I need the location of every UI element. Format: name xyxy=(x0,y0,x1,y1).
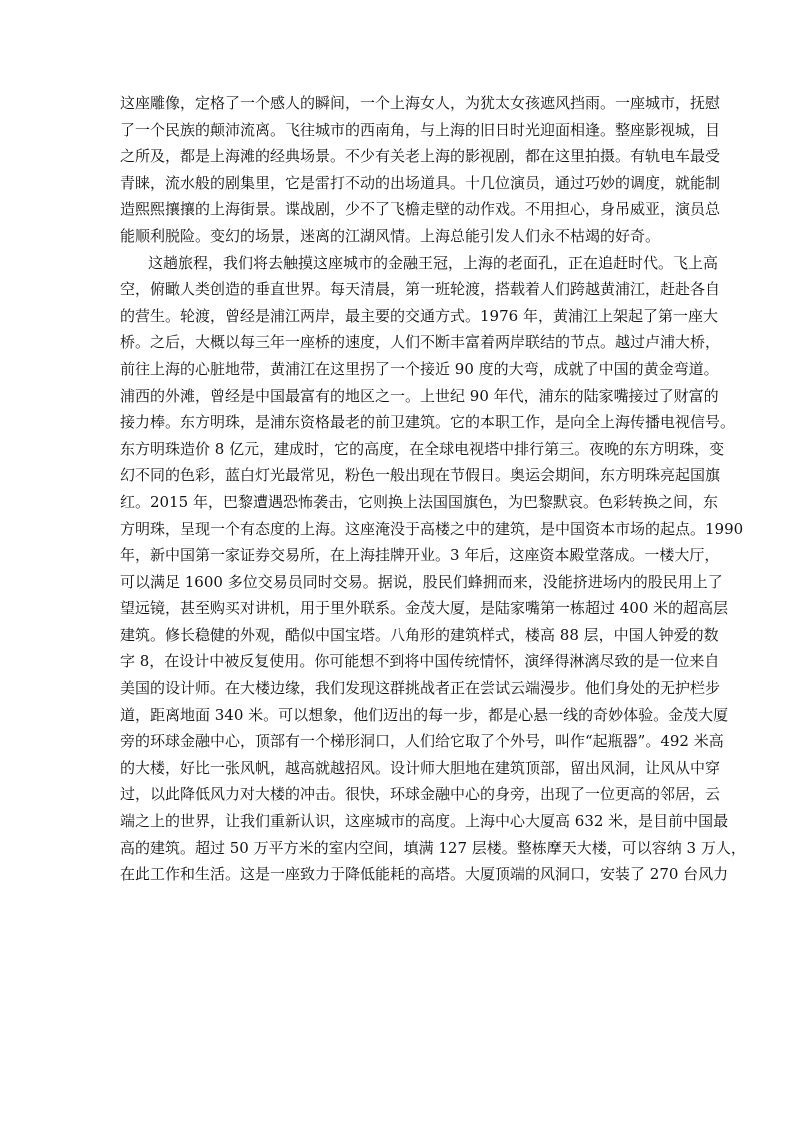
text-line: 幻不同的色彩，蓝白灯光最常见，粉色一般出现在节假日。奥运会期间，东方明珠亮起国旗 xyxy=(120,466,721,485)
body-text xyxy=(120,90,746,888)
text-line: 美国的设计师。在大楼边缘，我们发现这群挑战者正在尝试云端漫步。他们身处的无护栏步 xyxy=(120,679,721,698)
text-line: 的营生。轮渡，曾经是浦江两岸，最主要的交通方式。1976 年，黄浦江上架起了第一座大 xyxy=(120,306,718,325)
text-line: 过，以此降低风力对大楼的冲击。很快，环球金融中心的身旁，出现了一位更高的邻居，云 xyxy=(120,785,721,804)
text-line: 空，俯瞰人类创造的垂直世界。每天清晨，第一班轮渡，搭载着人们跨越黄浦江，赶赴各自 xyxy=(120,280,721,299)
text-line: 东方明珠造价 8 亿元，建成时，它的高度，在全球电视塔中排行第三。夜晚的东方明珠，变 xyxy=(120,439,725,458)
text-line: 之所及，都是上海滩的经典场景。不少有关老上海的影视剧，都在这里拍摄。有轨电车最受 xyxy=(120,147,721,166)
text-line: 望远镜，甚至购买对讲机，用于里外联系。金茂大厦，是陆家嘴第一栋超过 400 米的超高层 xyxy=(120,599,729,618)
text-line: 端之上的世界，让我们重新认识，这座城市的高度。上海中心大厦高 632 米，是目前中国最 xyxy=(120,812,729,831)
text-line: 道，距离地面 340 米。可以想象，他们迈出的每一步，都是心悬一线的奇妙体验。金茂大厦 xyxy=(120,705,729,724)
text-line: 可以满足 1600 多位交易员同时交易。据说，股民们蜂拥而来，没能挤进场内的股民用上了 xyxy=(120,572,723,591)
text-line: 造熙熙攘攘的上海街景。谍战剧，少不了飞檐走壁的动作戏。不用担心，身吊威亚，演员总 xyxy=(120,200,721,219)
text-line: 桥。之后，大概以每三年一座桥的速度，人们不断丰富着两岸联结的节点。越过卢浦大桥， xyxy=(120,333,721,352)
text-line: 青睐，流水般的剧集里，它是雷打不动的出场道具。十几位演员，通过巧妙的调度，就能制 xyxy=(120,173,721,192)
text-line: 了一个民族的颠沛流离。飞往城市的西南角，与上海的旧日时光迎面相逢。整座影视城，目 xyxy=(120,120,721,139)
text-line: 在此工作和生活。这是一座致力于降低能耗的高塔。大厦顶端的风洞口，安装了 270 台风力 xyxy=(120,865,729,884)
text-line: 浦西的外滩，曾经是中国最富有的地区之一。上世纪 90 年代，浦东的陆家嘴接过了财富的 xyxy=(120,386,719,405)
text-line: 年，新中国第一家证券交易所，在上海挂牌开业。3 年后，这座资本殿堂落成。一楼大厅， xyxy=(120,546,720,565)
text-line: 的大楼，好比一张风帆，越高就越招风。设计师大胆地在建筑顶部，留出风洞，让风从中穿 xyxy=(120,758,721,777)
text-line: 字 8，在设计中被反复使用。你可能想不到将中国传统情怀，演绎得淋漓尽致的是一位来自 xyxy=(120,652,720,671)
text-line: 接力棒。东方明珠，是浦东资格最老的前卫建筑。它的本职工作，是向全上海传播电视信号。 xyxy=(120,413,736,432)
text-line-paragraph-end: 能顺利脱险。变幻的场景，迷离的江湖风情。上海总能引发人们永不枯竭的好奇。 xyxy=(120,226,661,245)
text-line: 方明珠，呈现一个有态度的上海。这座淹没于高楼之中的建筑，是中国资本市场的起点。1990 xyxy=(120,519,744,538)
text-line: 高的建筑。超过 50 万平方米的室内空间，填满 127 层楼。整栋摩天大楼，可以容纳 3 万人， xyxy=(120,838,746,857)
text-line: 这座雕像，定格了一个感人的瞬间，一个上海女人，为犹太女孩遮风挡雨。一座城市，抚慰 xyxy=(120,94,721,112)
text-line-paragraph-start: 这趟旅程，我们将去触摸这座城市的金融王冠，上海的老面孔，正在追赶时代。飞上高 xyxy=(148,253,719,272)
text-line: 旁的环球金融中心，顶部有一个梯形洞口，人们给它取了个外号，叫作“起瓶器”。492 米高 xyxy=(120,732,724,751)
text-line: 前往上海的心脏地带，黄浦江在这里拐了一个接近 90 度的大弯，成就了中国的黄金弯道。 xyxy=(120,359,719,378)
text-line: 建筑。修长稳健的外观，酷似中国宝塔。八角形的建筑样式，楼高 88 层，中国人钟爱的数 xyxy=(120,625,719,644)
text-line: 红。2015 年，巴黎遭遇恐怖袭击，它则换上法国国旗色，为巴黎默哀。色彩转换之间，东 xyxy=(120,492,718,511)
